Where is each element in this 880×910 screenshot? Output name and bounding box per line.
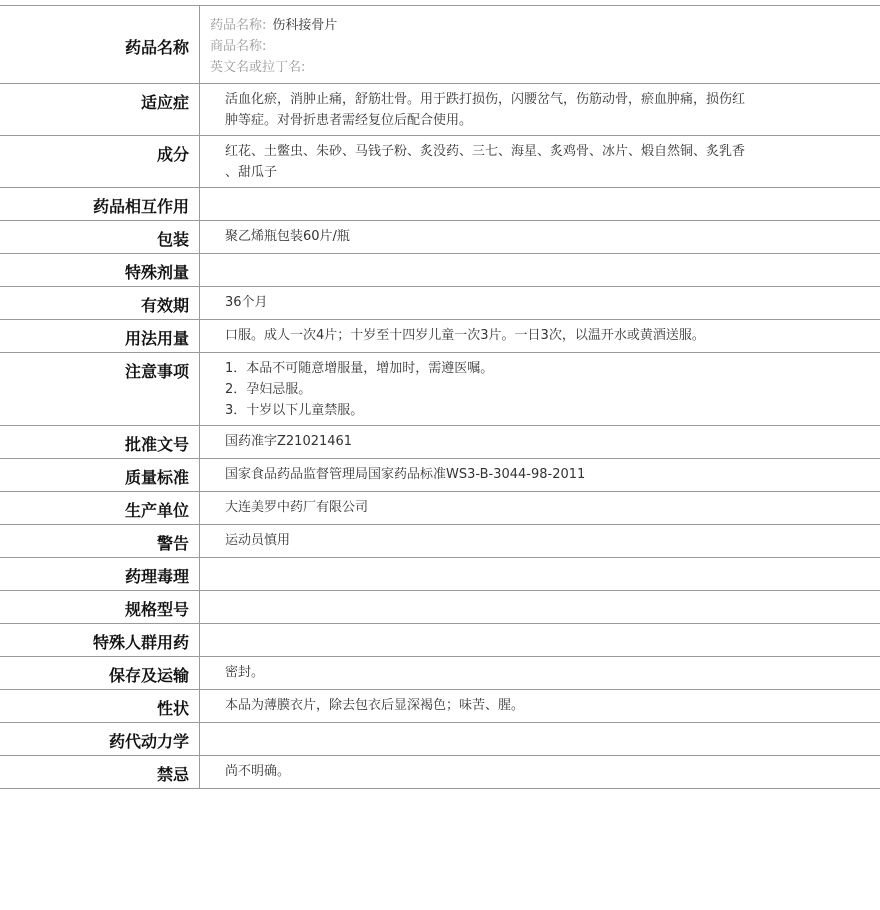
drug-info-table — [0, 5, 880, 789]
row-label-ingredients — [0, 136, 200, 187]
row-value-approval — [200, 426, 880, 458]
row-ingredients — [0, 136, 880, 188]
row-manufacturer — [0, 492, 880, 525]
row-value-validity — [200, 287, 880, 319]
row-value-ingredients — [200, 136, 880, 187]
row-pharmacokinetics — [0, 723, 880, 756]
row-value-manufacturer — [200, 492, 880, 524]
row-value-precautions — [200, 353, 880, 425]
usage-text-line: 口服。成人一次4片；十岁至十四岁儿童一次3片。一日3次，以温开水或黄酒送服。 — [225, 328, 705, 343]
package-text-line: 聚乙烯瓶包装60片/瓶 — [225, 229, 350, 244]
row-pharmacology — [0, 558, 880, 591]
row-label-usage — [0, 320, 200, 352]
precautions-text-line: 2．孕妇忌服。 — [225, 382, 312, 397]
row-value-drug-name — [200, 6, 880, 83]
indications-label: 适应症 — [140, 93, 189, 112]
pharmacokinetics-label: 药代动力学 — [108, 732, 189, 751]
row-validity — [0, 287, 880, 320]
interactions-label: 药品相互作用 — [92, 197, 189, 216]
row-label-interactions — [0, 188, 200, 220]
english-name-line — [210, 57, 790, 78]
contraindications-text-line: 尚不明确。 — [225, 764, 291, 779]
package-label: 包装 — [156, 230, 189, 249]
row-label-drug-name — [0, 6, 200, 83]
row-value-special_groups — [200, 624, 880, 656]
row-label-package — [0, 221, 200, 253]
row-value-special_dose — [200, 254, 880, 286]
row-label-standard — [0, 459, 200, 491]
trade-name-line — [210, 36, 790, 57]
generic-name-value: 伤科接骨片 — [272, 18, 338, 33]
row-value-pharmacokinetics — [200, 723, 880, 755]
approval-label: 批准文号 — [124, 435, 189, 454]
row-spec — [0, 591, 880, 624]
row-usage — [0, 320, 880, 353]
usage-label: 用法用量 — [124, 329, 189, 348]
special_groups-label: 特殊人群用药 — [92, 633, 189, 652]
row-storage — [0, 657, 880, 690]
row-precautions — [0, 353, 880, 426]
contraindications-label: 禁忌 — [156, 765, 189, 784]
row-contraindications — [0, 756, 880, 789]
generic-name-label: 药品名称: — [210, 18, 267, 33]
manufacturer-text-line: 大连美罗中药厂有限公司 — [225, 500, 369, 515]
appearance-text-line: 本品为薄膜衣片，除去包衣后显深褐色；味苦、腥。 — [225, 698, 525, 713]
row-value-package — [200, 221, 880, 253]
appearance-label: 性状 — [156, 699, 189, 718]
validity-text-line: 36个月 — [225, 295, 268, 310]
row-label-special_dose — [0, 254, 200, 286]
row-package — [0, 221, 880, 254]
standard-label: 质量标准 — [124, 468, 189, 487]
spec-label: 规格型号 — [124, 600, 189, 619]
row-value-standard — [200, 459, 880, 491]
row-value-spec — [200, 591, 880, 623]
row-approval — [0, 426, 880, 459]
approval-text-line: 国药准字Z21021461 — [225, 434, 353, 449]
row-indications — [0, 84, 880, 136]
row-standard — [0, 459, 880, 492]
row-value-usage — [200, 320, 880, 352]
row-label-warning — [0, 525, 200, 557]
ingredients-label: 成分 — [156, 145, 189, 164]
drug-name-label: 药品名称 — [124, 38, 189, 57]
warning-label: 警告 — [156, 534, 189, 553]
row-interactions — [0, 188, 880, 221]
english-name-label: 英文名或拉丁名: — [210, 60, 306, 75]
trade-name-label: 商品名称: — [210, 39, 267, 54]
row-value-interactions — [200, 188, 880, 220]
row-label-pharmacology — [0, 558, 200, 590]
pharmacology-label: 药理毒理 — [124, 567, 189, 586]
precautions-label: 注意事项 — [124, 362, 189, 381]
ingredients-text-line: 红花、土鳖虫、朱砂、马钱子粉、炙没药、三七、海星、炙鸡骨、冰片、煅自然铜、炙乳香 — [225, 144, 746, 159]
ingredients-text-line: 、甜瓜子 — [225, 165, 278, 180]
info-rows — [0, 84, 880, 789]
row-label-approval — [0, 426, 200, 458]
row-label-pharmacokinetics — [0, 723, 200, 755]
standard-text-line: 国家食品药品监督管理局国家药品标准WS3-B-3044-98-2011 — [225, 467, 586, 482]
precautions-text-line: 1．本品不可随意增服量，增加时，需遵医嘱。 — [225, 361, 494, 376]
row-value-warning — [200, 525, 880, 557]
validity-label: 有效期 — [140, 296, 189, 315]
row-label-appearance — [0, 690, 200, 722]
row-warning — [0, 525, 880, 558]
row-special_groups — [0, 624, 880, 657]
warning-text-line: 运动员慎用 — [225, 533, 291, 548]
row-label-spec — [0, 591, 200, 623]
row-special_dose — [0, 254, 880, 287]
storage-label: 保存及运输 — [108, 666, 189, 685]
special_dose-label: 特殊剂量 — [124, 263, 189, 282]
row-label-special_groups — [0, 624, 200, 656]
row-value-storage — [200, 657, 880, 689]
row-label-storage — [0, 657, 200, 689]
indications-text-line: 肿等症。对骨折患者需经复位后配合使用。 — [225, 113, 473, 128]
row-value-pharmacology — [200, 558, 880, 590]
row-value-appearance — [200, 690, 880, 722]
row-value-indications — [200, 84, 880, 135]
row-label-indications — [0, 84, 200, 135]
row-label-validity — [0, 287, 200, 319]
storage-text-line: 密封。 — [225, 665, 265, 680]
row-drug-name — [0, 6, 880, 84]
row-label-manufacturer — [0, 492, 200, 524]
manufacturer-label: 生产单位 — [124, 501, 189, 520]
row-label-precautions — [0, 353, 200, 425]
indications-text-line: 活血化瘀，消肿止痛，舒筋壮骨。用于跌打损伤，闪腰岔气，伤筋动骨，瘀血肿痛，损伤红 — [225, 92, 746, 107]
precautions-text-line: 3．十岁以下儿童禁服。 — [225, 403, 364, 418]
row-label-contraindications — [0, 756, 200, 788]
generic-name-line — [210, 15, 790, 36]
row-value-contraindications — [200, 756, 880, 788]
row-appearance — [0, 690, 880, 723]
